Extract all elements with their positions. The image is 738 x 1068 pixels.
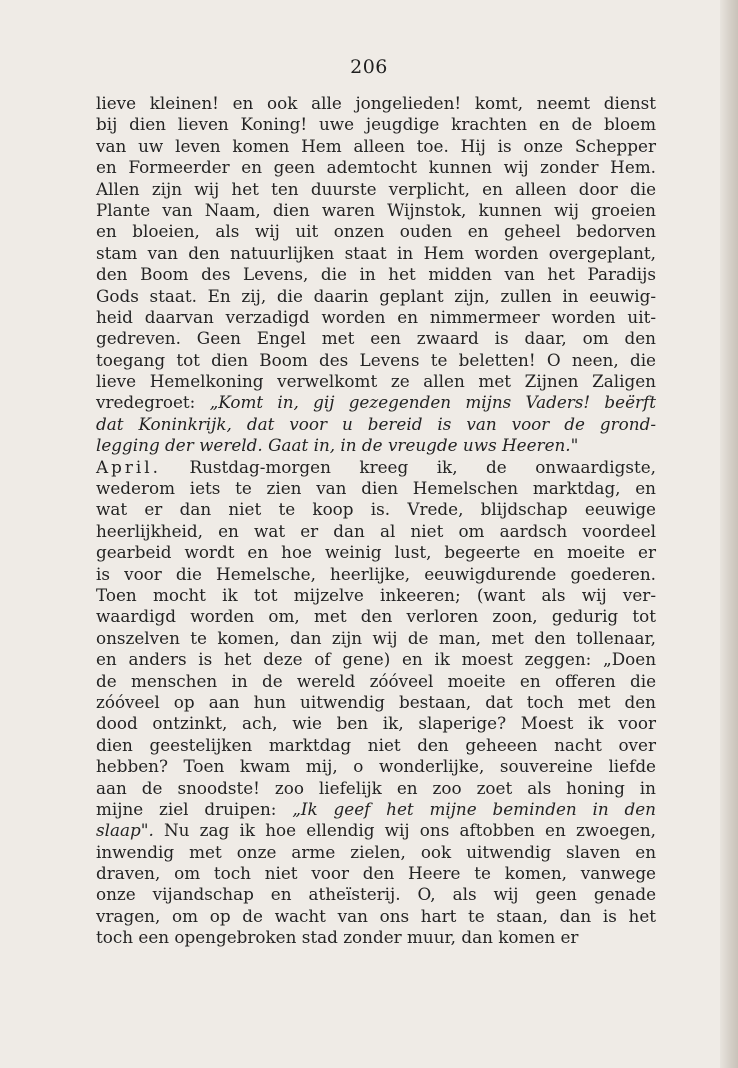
text-line: zóóveel op aan hun uitwendig bestaan, dat toch met den: [96, 691, 656, 712]
text-line: stam van den natuurlijken staat in Hem worden overgeplant,: [96, 242, 656, 263]
text-line: inwendig met onze arme zielen, ook uitwendig slaven en: [96, 841, 656, 862]
text-line: dood ontzinkt, ach, wie ben ik, slaperige? Moest ik voor: [96, 713, 656, 734]
body-text: [96, 93, 656, 949]
text-line: onszelven te komen, dan zijn wij de man, met den tollenaar,: [96, 627, 656, 648]
text-line: toch een opengebroken stad zonder muur, dan komen er: [96, 927, 579, 948]
text-line: gedreven. Geen Engel met een zwaard is daar, om den: [96, 328, 656, 349]
text-line: lieve Hemelkoning verwelkomt ze allen met Zijnen Zaligen: [96, 371, 656, 392]
text-line: en Formeerder en geen ademtocht kunnen wij zonder Hem.: [96, 157, 656, 178]
text-line: en bloeien, als wij uit onzen ouden en geheel bedorven: [96, 221, 656, 242]
text-line: Gods staat. En zij, die daarin geplant zijn, zullen in eeuwig-: [96, 285, 656, 306]
text-line: hebben? Toen kwam mij, o wonderlijke, souvereine liefde: [96, 756, 656, 777]
text-line: wat er dan niet te koop is. Vrede, blijdschap eeuwige: [96, 499, 656, 520]
text-line: de menschen in de wereld zóóveel moeite en offeren die: [96, 670, 656, 691]
month-heading: April.: [96, 456, 161, 477]
text-segment: Rustdag-morgen kreeg ik, de onwaardigste,: [160, 456, 656, 477]
text-line: den Boom des Levens, die in het midden van het Paradijs: [96, 264, 656, 285]
page-number: 206: [350, 56, 388, 78]
text-line: dien geestelijken marktdag niet den geheeen nacht over: [96, 734, 656, 755]
text-line: gearbeid wordt en hoe weinig lust, begeerte en moeite er: [96, 542, 656, 563]
italic-quote: slaap".: [96, 820, 154, 841]
text-line: onze vijandschap en atheïsterij. O, als wij geen genade: [96, 884, 656, 905]
text-line: heerlijkheid, en wat er dan al niet om aardsch voordeel: [96, 520, 656, 541]
text-line: heid daarvan verzadigd worden en nimmermeer worden uit-: [96, 306, 656, 327]
text-line: waardigd worden om, met den verloren zoon, gedurig tot: [96, 606, 656, 627]
text-line: en anders is het deze of gene) en ik moest zeggen: „Doen: [96, 649, 656, 670]
text-line: wederom iets te zien van dien Hemelschen marktdag, en: [96, 478, 656, 499]
text-line-mixed: [96, 799, 656, 820]
text-line: Allen zijn wij het ten duurste verplicht, en alleen door die: [96, 178, 656, 199]
text-line: vragen, om op de wacht van ons hart te staan, dan is het: [96, 905, 656, 926]
text-segment: vredegroet:: [96, 392, 210, 413]
text-segment: Nu zag ik hoe ellendig wij ons aftobben en zwoegen,: [153, 820, 656, 841]
page-edge-shadow: [720, 0, 738, 1068]
text-line-italic: dat Koninkrijk, dat voor u bereid is van voor de grond-: [96, 413, 656, 434]
text-line: van uw leven komen Hem alleen toe. Hij is onze Schepper: [96, 135, 656, 156]
text-line: aan de snoodste! zoo liefelijk en zoo zoet als honing in: [96, 777, 656, 798]
text-line-mixed: [96, 820, 656, 841]
text-line: lieve kleinen! en ook alle jongelieden! komt, neemt dienst: [96, 93, 656, 113]
text-line: draven, om toch niet voor den Heere te komen, vanwege: [96, 863, 656, 884]
text-line: toegang tot dien Boom des Levens te beletten! O neen, die: [96, 349, 656, 370]
text-line: bij dien lieven Koning! uwe jeugdige krachten en de bloem: [96, 114, 656, 135]
italic-quote: „Komt in, gij gezegenden mijns Vaders! beërft: [209, 392, 656, 413]
text-line-mixed: [96, 392, 656, 413]
text-line: Plante van Naam, dien waren Wijnstok, kunnen wij groeien: [96, 199, 656, 220]
text-line: is voor die Hemelsche, heerlijke, eeuwigdurende goederen.: [96, 563, 656, 584]
italic-quote: „Ik geef het mijne beminden in den: [292, 798, 656, 819]
text-line-mixed: [96, 457, 656, 478]
text-segment: mijne ziel druipen:: [96, 798, 293, 819]
text-line: Toen mocht ik tot mijzelve inkeeren; (want als wij ver-: [96, 584, 656, 605]
text-line-italic: legging der wereld. Gaat in, in de vreugde uws Heeren.": [96, 435, 579, 456]
